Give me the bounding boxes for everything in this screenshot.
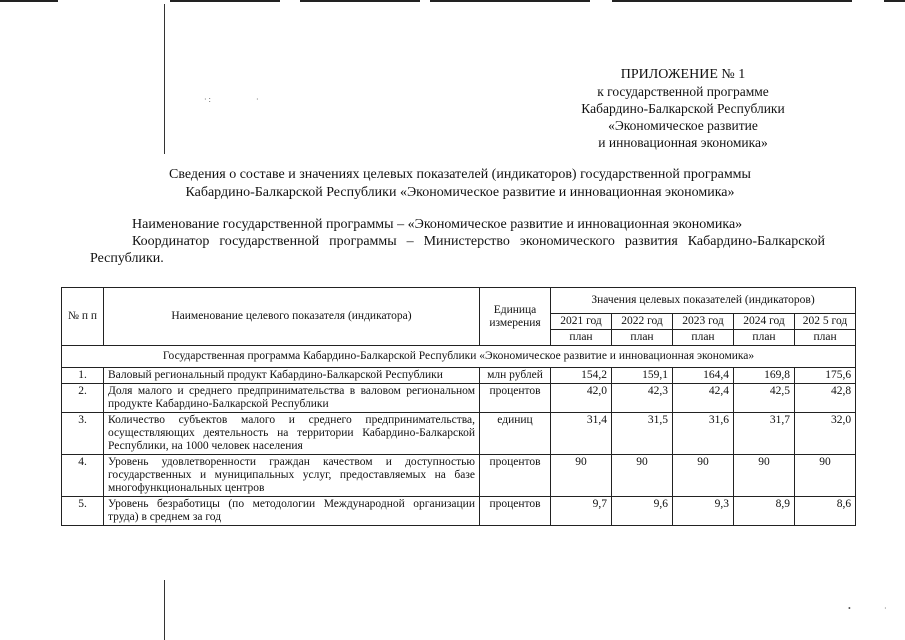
section-title: Государственная программа Кабардино-Балкарской Республики «Экономическое развитие и инновационная экономика»	[62, 346, 856, 368]
row-num: 1.	[62, 368, 104, 384]
row-num: 3.	[62, 413, 104, 455]
row-unit: процентов	[480, 384, 551, 413]
table-row	[62, 368, 856, 384]
row-num: 5.	[62, 497, 104, 526]
scan-top-line	[170, 0, 280, 2]
row-value: 32,0	[795, 413, 856, 455]
appendix-block	[540, 66, 826, 151]
row-value: 164,4	[673, 368, 734, 384]
row-value: 9,3	[673, 497, 734, 526]
row-value: 42,5	[734, 384, 795, 413]
row-value: 169,8	[734, 368, 795, 384]
scan-fold-line	[164, 4, 165, 154]
header-name: Наименование целевого показателя (индикатора)	[104, 288, 480, 346]
row-value: 90	[612, 455, 673, 497]
header-plan: план	[612, 330, 673, 346]
table-row	[62, 384, 856, 413]
heading-line: Сведения о составе и значениях целевых показателей (индикаторов) государственной программы	[169, 167, 751, 182]
row-num: 2.	[62, 384, 104, 413]
row-name: Валовый региональный продукт Кабардино-Балкарской Республики	[104, 368, 480, 384]
appendix-line: и инновационная экономика»	[598, 135, 768, 150]
row-num: 4.	[62, 455, 104, 497]
header-year: 2023 год	[673, 314, 734, 330]
row-value: 9,6	[612, 497, 673, 526]
row-value: 8,9	[734, 497, 795, 526]
row-value: 8,6	[795, 497, 856, 526]
header-year: 2022 год	[612, 314, 673, 330]
header-year: 2024 год	[734, 314, 795, 330]
program-coordinator: Координатор государственной программы – Министерство экономического развития Кабардино-Балкарской Республики.	[90, 234, 825, 266]
header-plan: план	[734, 330, 795, 346]
scan-speck: ·	[884, 604, 887, 613]
header-values-group: Значения целевых показателей (индикаторов)	[551, 288, 856, 314]
appendix-line: к государственной программе	[597, 84, 769, 99]
scan-top-line	[0, 0, 58, 2]
row-unit: процентов	[480, 455, 551, 497]
row-name: Уровень удовлетворенности граждан качеством и доступностью государственных и муниципальных услуг, предоставляемых на базе многофункциональных центров	[104, 455, 480, 497]
heading-line: Кабардино-Балкарской Республики «Экономическое развитие и инновационная экономика»	[185, 185, 735, 200]
program-info	[90, 216, 825, 267]
appendix-title: ПРИЛОЖЕНИЕ № 1	[620, 67, 746, 82]
table-row	[62, 497, 856, 526]
row-value: 90	[673, 455, 734, 497]
row-value: 31,6	[673, 413, 734, 455]
scan-top-line	[300, 0, 420, 2]
header-unit: Единица измерения	[480, 288, 551, 346]
indicators-table	[61, 287, 856, 526]
row-value: 90	[551, 455, 612, 497]
table-section-row	[62, 346, 856, 368]
program-name: Наименование государственной программы – «Экономическое развитие и инновационная экономика»	[132, 217, 743, 232]
row-value: 31,5	[612, 413, 673, 455]
row-value: 90	[795, 455, 856, 497]
scan-top-line	[430, 0, 590, 2]
header-num: № п п	[62, 288, 104, 346]
scan-speck: · :	[204, 95, 211, 104]
row-value: 90	[734, 455, 795, 497]
row-unit: единиц	[480, 413, 551, 455]
table-row	[62, 455, 856, 497]
scan-fold-line	[164, 580, 165, 640]
row-unit: млн рублей	[480, 368, 551, 384]
scan-top-line	[884, 0, 905, 2]
row-unit: процентов	[480, 497, 551, 526]
row-name: Количество субъектов малого и среднего предпринимательства, осуществляющих деятельность на территории Кабардино-Балкарской Республики, на 1000 человек населения	[104, 413, 480, 455]
row-value: 31,7	[734, 413, 795, 455]
appendix-line: Кабардино-Балкарской Республики	[581, 101, 785, 116]
table-header-row	[62, 288, 856, 314]
header-plan: план	[551, 330, 612, 346]
table-row	[62, 413, 856, 455]
row-value: 159,1	[612, 368, 673, 384]
row-name: Уровень безработицы (по методологии Международной организации труда) в среднем за год	[104, 497, 480, 526]
row-name: Доля малого и среднего предпринимательства в валовом региональном продукте Кабардино-Балкарской Республики	[104, 384, 480, 413]
scan-speck: •	[848, 604, 851, 613]
header-plan: план	[673, 330, 734, 346]
appendix-line: «Экономическое развитие	[608, 118, 758, 133]
row-value: 9,7	[551, 497, 612, 526]
row-value: 154,2	[551, 368, 612, 384]
header-plan: план	[795, 330, 856, 346]
scan-top-line	[612, 0, 852, 2]
scan-speck: ·	[256, 95, 259, 104]
row-value: 31,4	[551, 413, 612, 455]
row-value: 42,0	[551, 384, 612, 413]
header-year: 2021 год	[551, 314, 612, 330]
row-value: 42,3	[612, 384, 673, 413]
row-value: 175,6	[795, 368, 856, 384]
document-heading	[100, 166, 820, 202]
row-value: 42,8	[795, 384, 856, 413]
row-value: 42,4	[673, 384, 734, 413]
header-year: 202 5 год	[795, 314, 856, 330]
